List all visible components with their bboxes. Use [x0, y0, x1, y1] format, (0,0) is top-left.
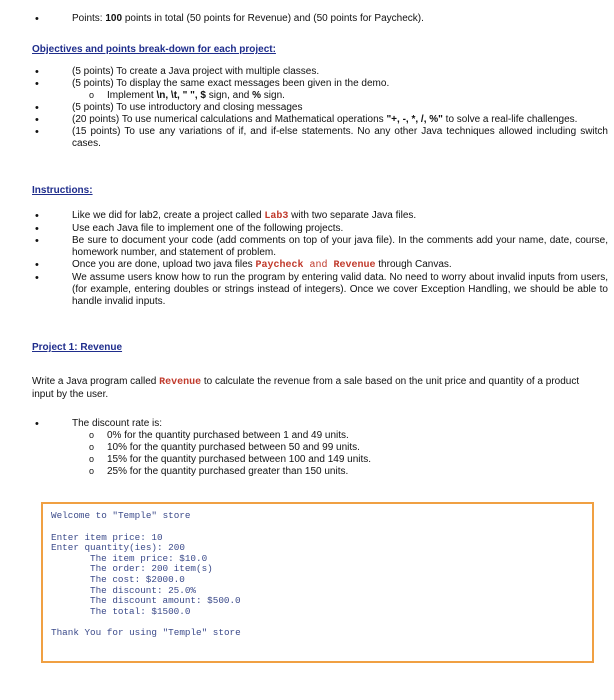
instruction-item: • We assume users know how to run the program by entering valid data. No need to worry about invalid inputs from users, (for example, entering doubles or strings instead of integers). Once we cover Exception Handling, we should be able to handle invalid inputs.: [0, 272, 608, 308]
project1-description: Write a Java program called Revenue to calculate the revenue from a sale based on the unit price and quantity of a product input by the user.: [32, 376, 580, 400]
console-cost: The cost: $2000.0: [90, 573, 185, 585]
objective-item: • (5 points) To create a Java project with multiple classes.: [0, 66, 608, 78]
discount-intro: • The discount rate is:: [0, 418, 600, 430]
console-total: The total: $1500.0: [90, 605, 191, 617]
console-welcome: Welcome to "Temple" store: [51, 510, 191, 521]
console-enter-qty: Enter quantity(ies): 200: [51, 542, 185, 554]
objective-sub-item: o Implement \n, \t, " ", $ sign, and % sign.: [0, 90, 608, 102]
instructions-heading: Instructions:: [32, 185, 93, 196]
console-order: The order: 200 item(s): [90, 563, 213, 575]
discount-list: [0, 418, 600, 478]
discount-item: o 0% for the quantity purchased between 1 and 49 units.: [0, 430, 600, 442]
discount-item: o 25% for the quantity purchased greater than 150 units.: [0, 466, 600, 478]
points-line: • Points: 100 points in total (50 points for Revenue) and (50 points for Paycheck).: [0, 13, 600, 25]
instructions-list: [0, 210, 608, 308]
instruction-item: • Be sure to document your code (add comments on top of your java file). In the comments add your name, date, course, homework number, and statement of problem.: [0, 235, 608, 259]
console-discount-amount: The discount amount: $500.0: [90, 595, 241, 607]
objective-item: • (5 points) To use introductory and closing messages: [0, 102, 608, 114]
instruction-item: • Like we did for lab2, create a project called Lab3 with two separate Java files.: [0, 210, 608, 223]
objective-item: • (20 points) To use numerical calculations and Mathematical operations "+, -, *, /, %" to solve a real-life challenges.: [0, 114, 608, 126]
instruction-item: • Use each Java file to implement one of the following projects.: [0, 223, 608, 235]
project1-heading: Project 1: Revenue: [32, 342, 123, 353]
console-discount: The discount: 25.0%: [90, 584, 197, 596]
console-output-box: [41, 502, 594, 663]
discount-item: o 15% for the quantity purchased between 100 and 149 units.: [0, 454, 600, 466]
instruction-item: • Once you are done, upload two java files Paycheck and Revenue through Canvas.: [0, 259, 608, 272]
console-thanks: Thank You for using "Temple" store: [51, 627, 241, 639]
console-enter-price: Enter item price: 10: [51, 531, 163, 543]
objective-item: • (15 points) To use any variations of if, and if-else statements. No any other Java techniques allowed including switch cases.: [0, 126, 608, 150]
discount-item: o 10% for the quantity purchased between 50 and 99 units.: [0, 442, 600, 454]
objective-item: • (5 points) To display the same exact messages been given in the demo.: [0, 78, 608, 90]
console-item-price: The item price: $10.0: [90, 552, 208, 564]
objectives-list: [0, 66, 608, 150]
objectives-heading: Objectives and points break-down for each project:: [32, 44, 276, 55]
